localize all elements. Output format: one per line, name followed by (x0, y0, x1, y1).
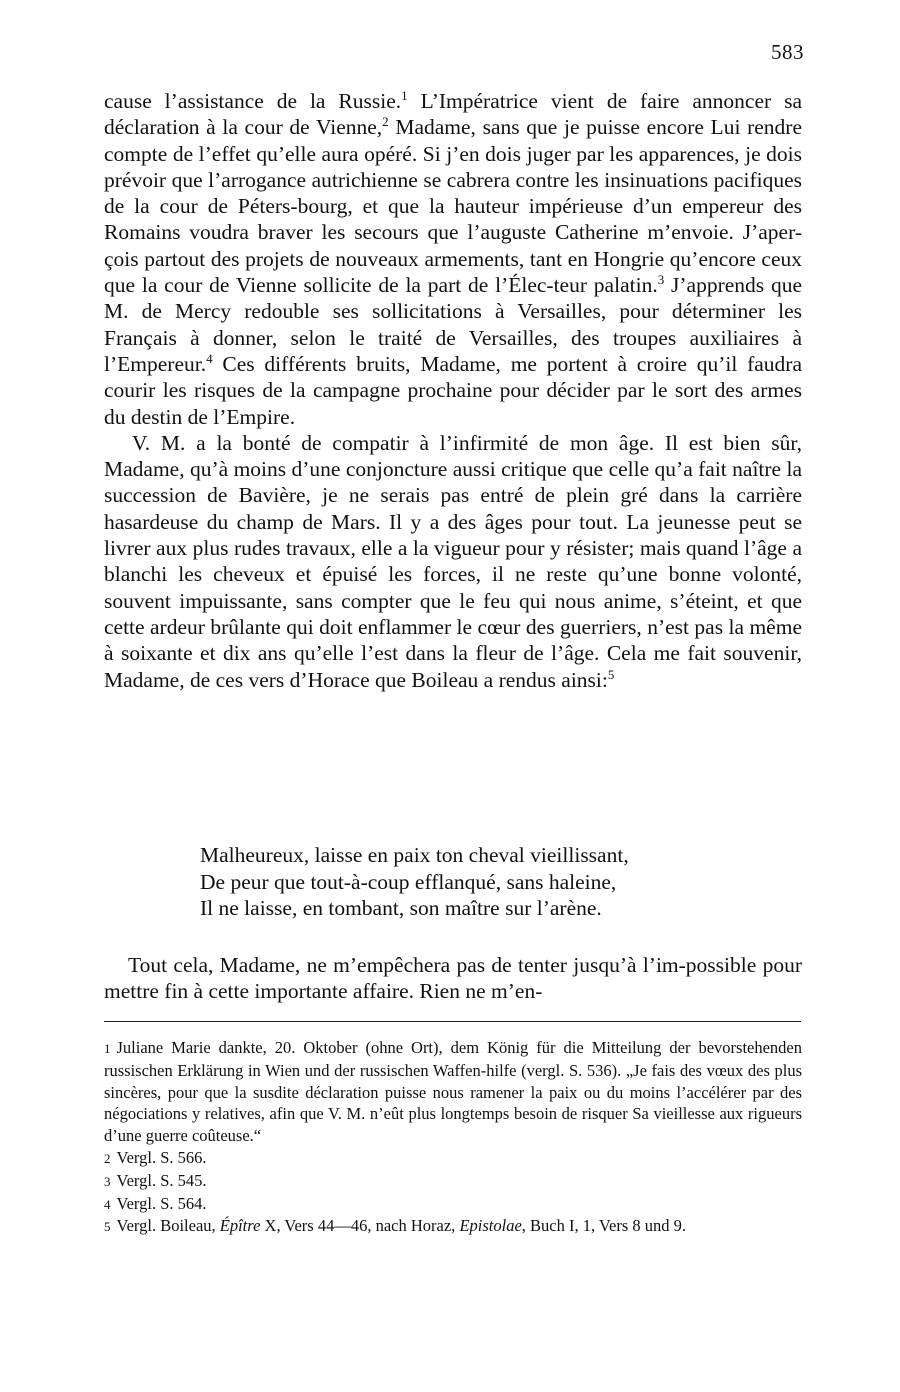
footnote-3 (104, 1170, 802, 1193)
footnote-1 (104, 1037, 802, 1147)
verse-line: De peur que tout-à-coup efflanqué, sans haleine, (200, 869, 617, 894)
verse-quote (200, 842, 800, 922)
verse-line: Malheureux, laisse en paix ton cheval vieillissant, (200, 843, 629, 867)
title-italic: Épître (219, 1216, 261, 1236)
footnote-ref: 4 (206, 350, 213, 366)
footnote-2 (104, 1147, 802, 1170)
footnote-number: 5 (104, 1219, 111, 1235)
verse-line: Il ne laisse, en tombant, son maître sur l’arène. (200, 896, 602, 920)
footnote-number: 1 (104, 1041, 111, 1056)
footnote-ref: 3 (657, 272, 665, 288)
title-italic: Epistolae (459, 1216, 522, 1236)
footnote-number: 2 (104, 1150, 111, 1166)
text-segment: V. M. a la bonté de compatir à l’infirmité de mon âge. Il est bien sûr, Madame, qu’à moins d’une conjoncture aussi critique que celle qu’a fait naître la succession de Bavière, je ne serais pas entré de plein gré dans la carrière hasardeuse du champ de Mars. Il y a des âges pour tout. La jeunesse peut se livrer aux plus rudes travaux, elle a la vigueur pour y résister; mais quand l’âge a blanchi les cheveux et épuisé les forces, il ne reste qu’une bonne volonté, souvent impuissante, sans compter que le feu qui nous anime, s’éteint, et que cette ardeur brûlante qui doit enflammer le cœur des guerriers, n’est pas la même à soixante et dix ans qu’elle l’est dans la fleur de l’âge. Cela me fait souvenir, Madame, de ces vers d’Horace que Boileau a rendus ainsi: (104, 430, 802, 692)
footnote-text: , Buch I, 1, Vers 8 und 9. (521, 1216, 686, 1236)
text-segment: L’Impératrice vient de faire annoncer sa déclaration à la cour de Vienne, (104, 89, 802, 140)
footnote-number: 4 (104, 1196, 111, 1212)
paragraph-3: Tout cela, Madame, ne m’empêchera pas de tenter jusqu’à l’im-possible pour mettre fin à cette importante affaire. Rien ne m’en- (104, 953, 802, 1004)
footnote-text: Juliane Marie dankte, 20. Oktober (ohne Ort), dem König für die Mitteilung der bevorstehenden russischen Erklärung in Wien und der russischen Waffen-hilfe (vergl. S. 536). „Je fais des vœux des plus sincères, pour que la susdite déclaration puisse nous ramener la paix ou du moins l’accélérer par des négociations y relatives, afin que V. M. n’eût plus longtemps besoin de risquer Sa vieillesse aux rigueurs d’une guerre coûteuse.“ (104, 1038, 802, 1146)
footnote-number: 3 (104, 1173, 111, 1189)
footnote-ref: 5 (607, 666, 615, 682)
footnote-text: Vergl. S. 545. (116, 1170, 207, 1190)
footnote-ref: 1 (401, 88, 408, 103)
text-segment: J’apprends que M. de Mercy redouble ses sollicitations à Versailles, pour déterminer les Français à donner, selon le traité de Versailles, des troupes auxiliaires à l’Empereur. (104, 273, 802, 376)
footnote-4 (104, 1193, 802, 1216)
footnote-ref: 2 (382, 114, 389, 130)
paragraph-2 (104, 430, 802, 693)
footnote-divider (104, 1021, 801, 1022)
text-segment: Madame, sans que je puisse encore Lui rendre compte de l’effet qu’elle aura opéré. Si j’en dois juger par les apparences, je dois prévoir que l’arrogance autrichienne se cabrera contre les insinuations pacifiques de la cour de Péters-bourg, et que la hauteur impérieuse d’un empereur des Romains voudra braver les secours que l’auguste Catherine m’envoie. J’aper-çois partout des projets de nouveaux armements, tant en Hongrie qu’encore ceux que la cour de Vienne sollicite de la part de l’Élec-teur palatin. (104, 115, 802, 298)
footnote-text: Vergl. Boileau, (116, 1216, 220, 1236)
footnote-text: X, Vers 44—46, nach Horaz, (260, 1216, 460, 1236)
page-number: 583 (771, 40, 804, 64)
closing-text (104, 952, 802, 1005)
footnotes (104, 1037, 802, 1238)
paragraph-1 (104, 88, 802, 430)
main-text (104, 88, 802, 693)
text-segment: Ces différents bruits, Madame, me portent à croire qu’il faudra courir les risques de la campagne prochaine pour décider par le sort des armes du destin de l’Empire. (104, 351, 802, 429)
footnote-text: Vergl. S. 564. (116, 1193, 207, 1213)
footnote-text: Vergl. S. 566. (116, 1147, 207, 1167)
footnote-5 (104, 1215, 802, 1238)
text-segment: cause l’assistance de la Russie. (104, 89, 402, 113)
